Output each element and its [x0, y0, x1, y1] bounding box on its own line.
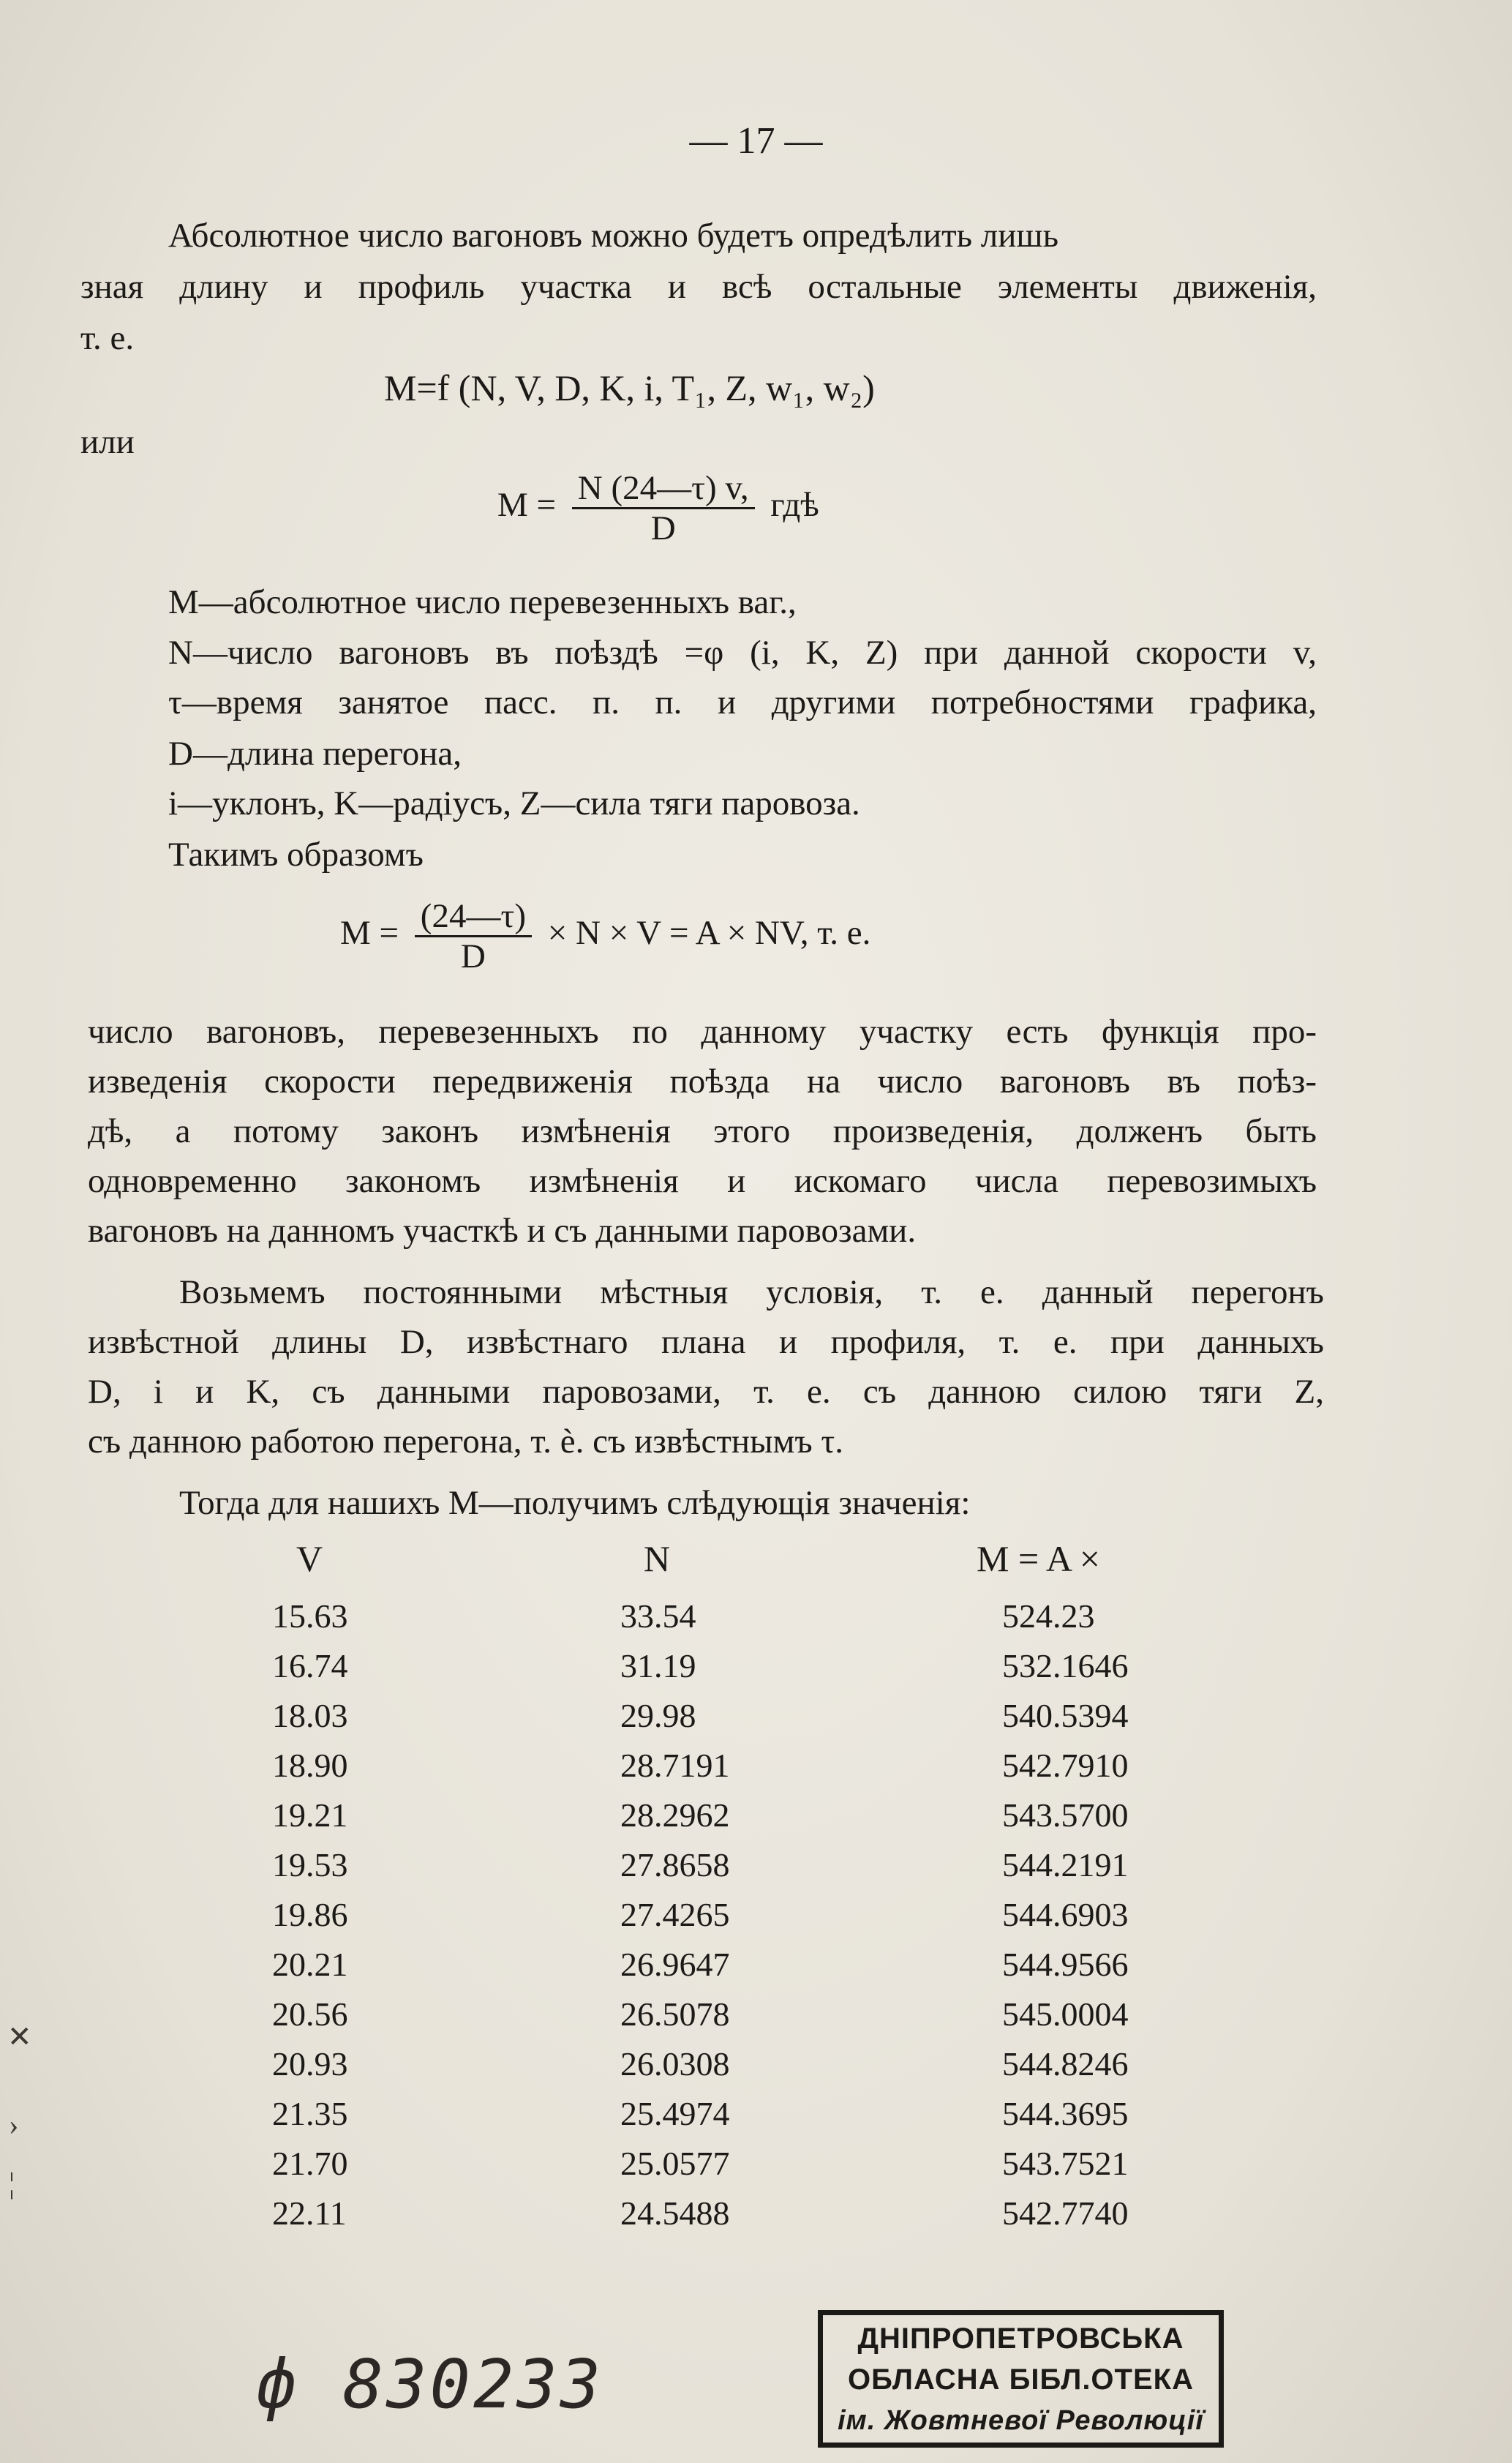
table-cell: 542.7910: [1002, 1747, 1129, 1784]
table-header-M: M = A ×: [977, 1538, 1100, 1579]
stamp-line-2: ОБЛАСНА БІБЛ.ОТЕКА: [848, 2363, 1194, 2396]
definition-M: M—абсолютное число перевезенныхъ ваг.,: [168, 583, 797, 621]
table-header-V: V: [296, 1538, 323, 1579]
formula-suffix: т. е.: [817, 914, 871, 952]
numerator: N (24—τ) v,: [572, 469, 755, 509]
formula-product: × N × V = A × NV,: [547, 914, 809, 952]
denominator: D: [650, 509, 676, 547]
paragraph2-line-2: извѣстной длины D, извѣстнаго плана и профиля, т. е. при данныхъ: [88, 1323, 1324, 1361]
table-cell: 15.63: [272, 1597, 348, 1635]
or-word: или: [80, 423, 135, 461]
table-cell: 542.7740: [1002, 2194, 1129, 2232]
table-cell: 22.11: [272, 2194, 347, 2232]
table-cell: 532.1646: [1002, 1647, 1129, 1684]
fraction: [415, 897, 532, 975]
table-cell: 20.21: [272, 1946, 348, 1983]
table-header-N: N: [644, 1538, 671, 1579]
table-cell: 16.74: [272, 1647, 348, 1684]
library-stamp: [818, 2310, 1224, 2448]
stamp-line-1: ДНІПРОПЕТРОВСЬКА: [857, 2323, 1184, 2355]
table-cell: 29.98: [620, 1697, 696, 1734]
margin-mark: ¦: [9, 2167, 15, 2200]
table-cell: 33.54: [620, 1597, 696, 1635]
paragraph1-line-1: число вагоновъ, перевезенныхъ по данному участку есть функція про-: [88, 1013, 1317, 1051]
table-cell: 21.70: [272, 2145, 348, 2182]
table-cell: 18.90: [272, 1747, 348, 1784]
paragraph2-line-1: Возьмемъ постоянными мѣстныя условія, т. е. данный перегонъ: [179, 1273, 1324, 1311]
table-cell: 545.0004: [1002, 1995, 1129, 2033]
table-cell: 20.93: [272, 2045, 348, 2083]
formula-lhs: M =: [497, 486, 557, 524]
paragraph1-line-2: изведенія скорости передвиженія поѣзда на число вагоновъ въ поѣз-: [88, 1062, 1317, 1101]
stamp-line-3: ім. Жовтневої Революції: [838, 2405, 1204, 2436]
formula-suffix: гдѣ: [770, 486, 819, 524]
thus-line: Такимъ образомъ: [168, 836, 424, 874]
margin-mark: ›: [9, 2108, 19, 2141]
table-cell: 544.2191: [1002, 1846, 1129, 1883]
formula-fraction-2: [340, 893, 870, 975]
formula-function: M=f (N, V, D, K, i, T₁, Z, w₁, w₂): [384, 367, 875, 408]
definition-D: D—длина перегона,: [168, 735, 462, 773]
page-number: — 17 —: [689, 120, 823, 162]
table-cell: 19.53: [272, 1846, 348, 1883]
fraction: [572, 469, 755, 547]
table-cell: 544.8246: [1002, 2045, 1129, 2083]
table-cell: 26.0308: [620, 2045, 730, 2083]
table-column-V: [272, 1592, 348, 2238]
table-cell: 544.6903: [1002, 1896, 1129, 1933]
definition-tau: τ—время занятое пасс. п. п. и другими потребностями графика,: [168, 683, 1317, 721]
table-cell: 26.9647: [620, 1946, 730, 1983]
intro-line-2: зная длину и профиль участка и всѣ остальные элементы движенія,: [80, 268, 1317, 306]
table-cell: 540.5394: [1002, 1697, 1129, 1734]
table-cell: 24.5488: [620, 2194, 730, 2232]
table-cell: 19.21: [272, 1796, 348, 1834]
paragraph2-line-4: съ данною работою перегона, т. ѐ. съ извѣстнымъ τ.: [88, 1422, 844, 1461]
table-intro: Тогда для нашихъ M—получимъ слѣдующія значенія:: [179, 1484, 971, 1522]
paragraph1-line-4: одновременно закономъ измѣненія и искомаго числа перевозимыхъ: [88, 1162, 1317, 1200]
table-column-N: [620, 1592, 730, 2238]
paragraph2-line-3: D, i и K, съ данными паровозами, т. е. съ данною силою тяги Z,: [88, 1373, 1324, 1411]
table-cell: 28.7191: [620, 1747, 730, 1784]
definition-i-K-Z: i—уклонъ, K—радіусъ, Z—сила тяги паровоза.: [168, 784, 860, 822]
table-cell: 25.4974: [620, 2095, 730, 2132]
table-cell: 26.5078: [620, 1995, 730, 2033]
table-cell: 25.0577: [620, 2145, 730, 2182]
table-cell: 18.03: [272, 1697, 348, 1734]
table-column-M: [1002, 1592, 1129, 2238]
numerator: (24—τ): [415, 897, 532, 937]
paragraph1-line-5: вагоновъ на данномъ участкѣ и съ данными паровозами.: [88, 1212, 917, 1250]
table-cell: 543.5700: [1002, 1796, 1129, 1834]
table-cell: 524.23: [1002, 1597, 1095, 1635]
table-cell: 28.2962: [620, 1796, 730, 1834]
table-cell: 21.35: [272, 2095, 348, 2132]
table-cell: 543.7521: [1002, 2145, 1129, 2182]
table-cell: 544.3695: [1002, 2095, 1129, 2132]
table-cell: 31.19: [620, 1647, 696, 1684]
formula-lhs: M =: [340, 914, 399, 952]
intro-line-1: Абсолютное число вагоновъ можно будетъ опредѣлить лишь: [168, 217, 1059, 255]
intro-line-3: т. е.: [80, 319, 135, 357]
table-cell: 20.56: [272, 1995, 348, 2033]
table-cell: 27.8658: [620, 1846, 730, 1883]
definition-N: N—число вагоновъ въ поѣздѣ =φ (i, K, Z) при данной скорости v,: [168, 634, 1317, 672]
table-cell: 27.4265: [620, 1896, 730, 1933]
table-cell: 19.86: [272, 1896, 348, 1933]
paragraph1-line-3: дѣ, а потому законъ измѣненія этого произведенія, долженъ быть: [88, 1112, 1317, 1150]
formula-fraction-1: [497, 465, 819, 547]
inventory-number: ф 830233: [256, 2345, 604, 2423]
denominator: D: [460, 937, 486, 975]
margin-mark: ✕: [7, 2020, 32, 2053]
table-cell: 544.9566: [1002, 1946, 1129, 1983]
